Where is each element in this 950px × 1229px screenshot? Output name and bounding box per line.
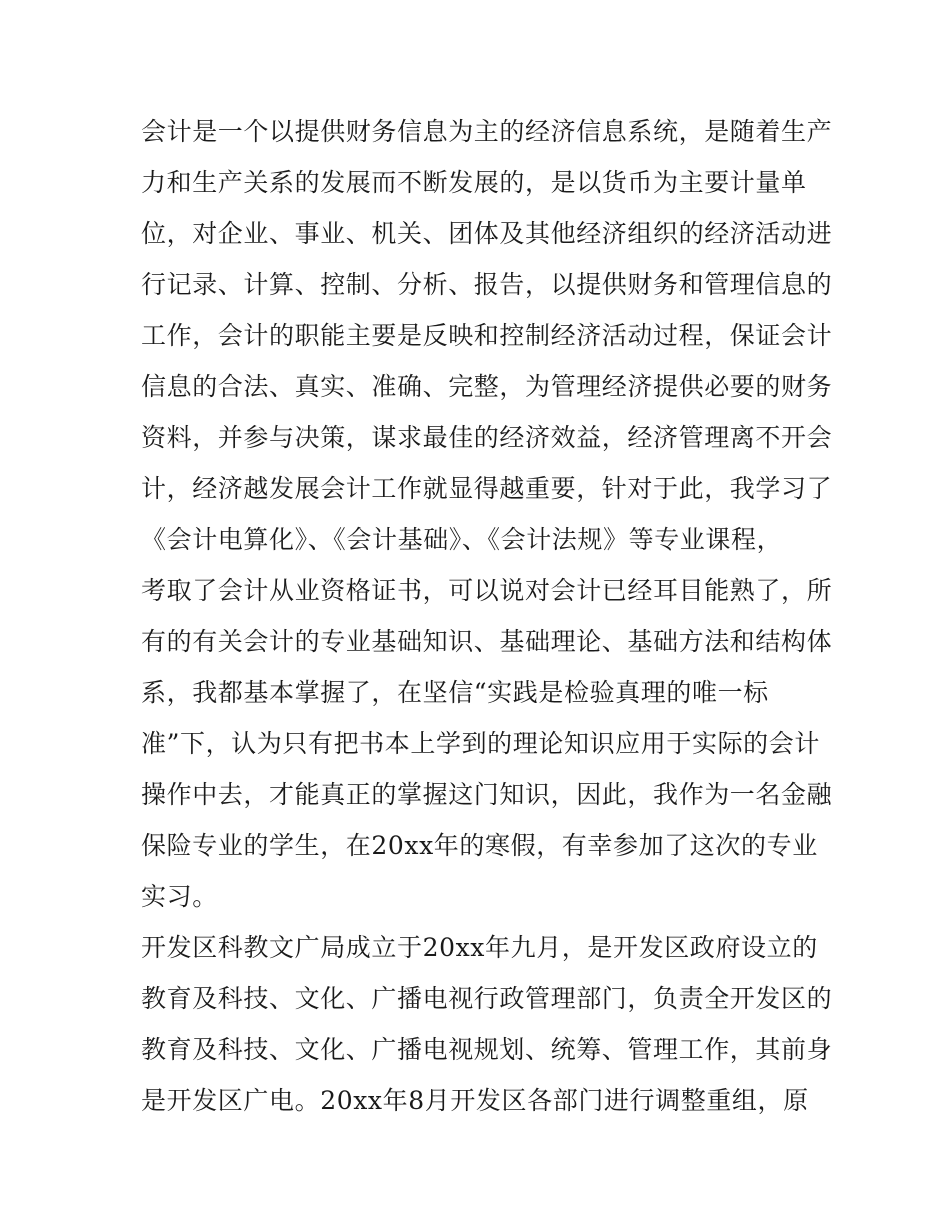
text-line: 信息的合法、真实、准确、完整，为管理经济提供必要的财务 [141,372,833,401]
text-line: 工作，会计的职能主要是反映和控制经济活动过程，保证会计 [141,321,833,350]
text-line: 资料，并参与决策，谋求最佳的经济效益，经济管理离不开会 [141,423,833,452]
text-line: 操作中去，才能真正的掌握这门知识，因此，我作为一名金融 [141,780,833,809]
body-text [141,106,833,1126]
text-line: 行记录、计算、控制、分析、报告，以提供财务和管理信息的 [141,270,833,299]
text-line: 有的有关会计的专业基础知识、基础理论、基础方法和结构体 [141,627,833,656]
text-line: 会计是一个以提供财务信息为主的经济信息系统，是随着生产 [141,117,833,146]
text-line: 《会计电算化》、《会计基础》、《会计法规》等专业课程， [141,525,783,554]
text-line: 计，经济越发展会计工作就显得越重要，针对于此，我学习了 [141,474,833,503]
text-line: 保险专业的学生，在20xx年的寒假，有幸参加了这次的专业 [141,831,818,860]
text-line: 位，对企业、事业、机关、团体及其他经济组织的经济活动进 [141,219,833,248]
text-line: 考取了会计从业资格证书，可以说对会计已经耳目能熟了，所 [141,576,833,605]
text-line: 教育及科技、文化、广播电视规划、统筹、管理工作，其前身 [141,1035,833,1064]
text-line: 力和生产关系的发展而不断发展的，是以货币为主要计量单 [141,168,807,197]
text-line: 实习。 [141,882,218,911]
text-line: 是开发区广电。20xx年8月开发区各部门进行调整重组，原 [141,1086,809,1115]
text-line: 教育及科技、文化、广播电视行政管理部门，负责全开发区的 [141,984,833,1013]
text-line: 系，我都基本掌握了，在坚信“实践是检验真理的唯一标 [141,678,769,707]
text-line: 开发区科教文广局成立于20xx年九月，是开发区政府设立的 [141,933,818,962]
text-line: 准”下，认为只有把书本上学到的理论知识应用于实际的会计 [141,729,820,758]
